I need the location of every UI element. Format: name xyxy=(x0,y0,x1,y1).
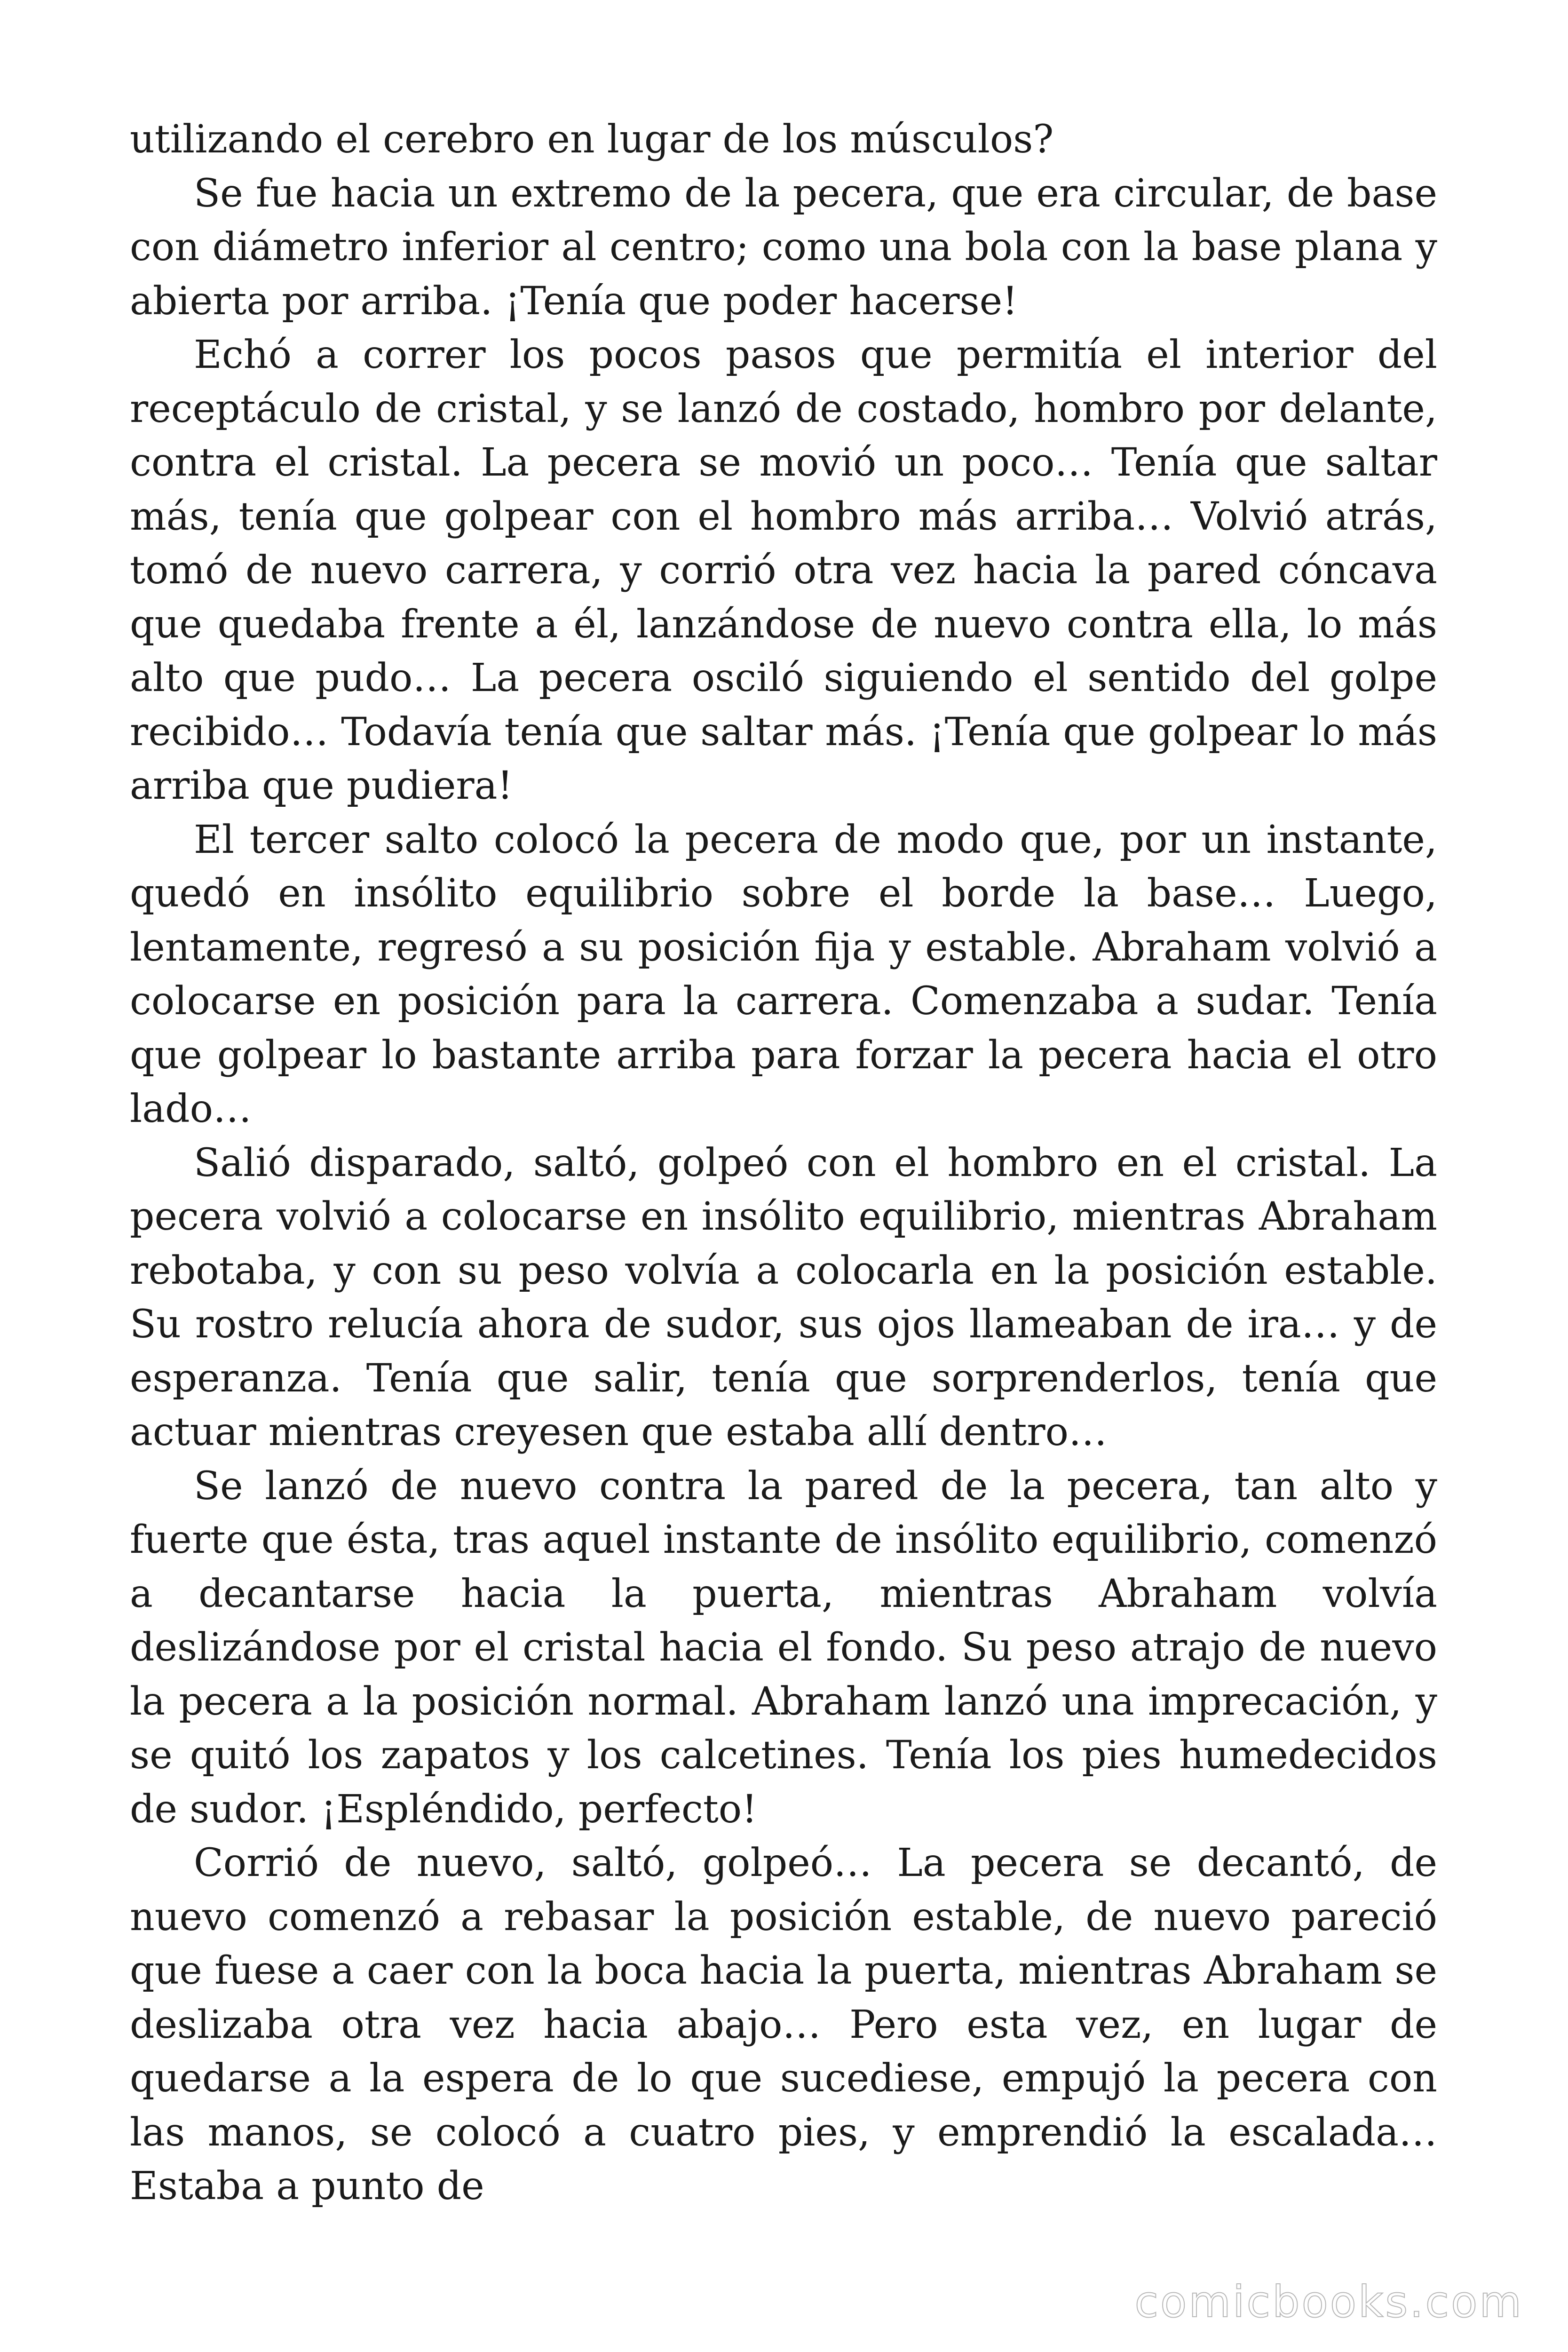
paragraph-continuation: utilizando el cerebro en lugar de los músculos? xyxy=(130,117,1054,162)
paragraph: El tercer salto colocó la pecera de modo que, por un instante, quedó en insólito equilibrio sobre el borde la base… Luego, lentamente, regresó a su posición fija y estable. Abraham volvió a colocarse en posición para la carrera. Comenzaba a sudar. Tenía que golpear lo bastante arriba para forzar la pecera hacia el otro lado… xyxy=(130,817,1437,1131)
paragraph: Se lanzó de nuevo contra la pared de la pecera, tan alto y fuerte que ésta, tras aquel instante de insólito equilibrio, comenzó a decantarse hacia la puerta, mientras Abraham volvía deslizándose por el cristal hacia el fondo. Su peso atrajo de nuevo la pecera a la posición normal. Abraham lanzó una imprecación, y se quitó los zapatos y los calcetines. Tenía los pies humedecidos de sudor. ¡Espléndido, perfecto! xyxy=(130,1463,1437,1832)
watermark: comicbooks.com xyxy=(1134,2277,1523,2327)
body-text xyxy=(130,113,1437,2214)
paragraph: Corrió de nuevo, saltó, golpeó… La pecera se decantó, de nuevo comenzó a rebasar la posición estable, de nuevo pareció que fuese a caer con la boca hacia la puerta, mientras Abraham se deslizaba otra vez hacia abajo… Pero esta vez, en lugar de quedarse a la espera de lo que sucediese, empujó la pecera con las manos, se colocó a cuatro pies, y emprendió la escalada… Estaba a punto de xyxy=(130,1841,1437,2209)
paragraph: Se fue hacia un extremo de la pecera, que era circular, de base con diámetro inferior al centro; como una bola con la base plana y abierta por arriba. ¡Tenía que poder hacerse! xyxy=(130,171,1437,324)
paragraph: Salió disparado, saltó, golpeó con el hombro en el cristal. La pecera volvió a colocarse en insólito equilibrio, mientras Abraham rebotaba, y con su peso volvía a colocarla en la posición estable. Su rostro relucía ahora de sudor, sus ojos llameaban de ira… y de esperanza. Tenía que salir, tenía que sorprenderlos, tenía que actuar mientras creyesen que estaba allí dentro… xyxy=(130,1140,1437,1454)
paragraph: Echó a correr los pocos pasos que permitía el interior del receptáculo de cristal, y se lanzó de costado, hombro por delante, contra el cristal. La pecera se movió un poco… Tenía que saltar más, tenía que golpear con el hombro más arriba… Volvió atrás, tomó de nuevo carrera, y corrió otra vez hacia la pared cóncava que quedaba frente a él, lanzándose de nuevo contra ella, lo más alto que pudo… La pecera osciló siguiendo el sentido del golpe recibido… Todavía tenía que saltar más. ¡Tenía que golpear lo más arriba que pudiera! xyxy=(130,333,1437,808)
